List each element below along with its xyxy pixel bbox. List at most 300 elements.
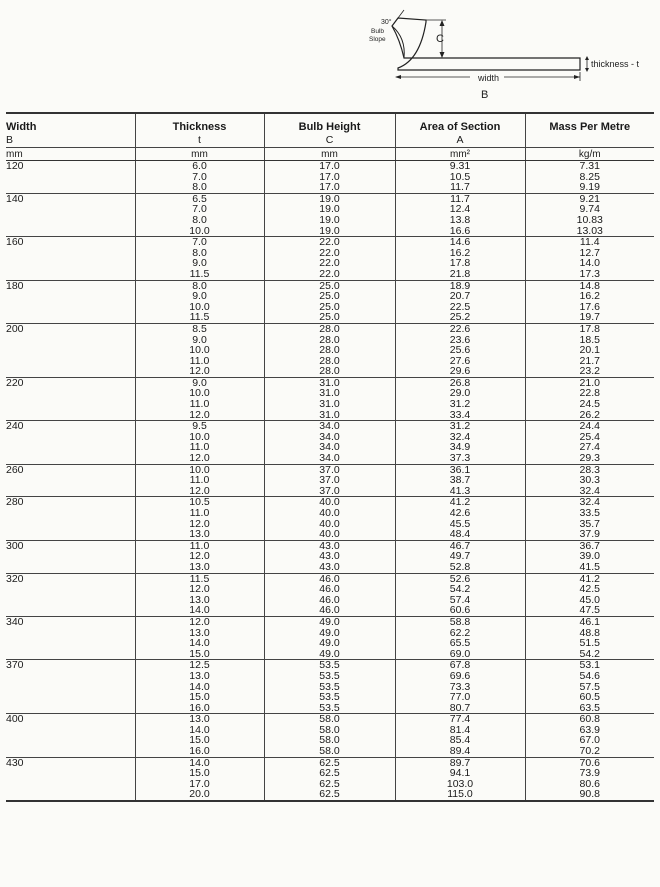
cell-area: 31.2: [395, 399, 525, 410]
cell-thickness: 7.0: [135, 204, 264, 215]
cell-width: [6, 789, 135, 801]
cell-mass: 17.3: [525, 269, 654, 280]
cell-mass: 32.4: [525, 486, 654, 497]
cell-mass: 11.4: [525, 237, 654, 248]
cell-bulb-height: 62.5: [264, 779, 395, 790]
cell-bulb-height: 43.0: [264, 562, 395, 573]
cell-area: 77.0: [395, 692, 525, 703]
cell-bulb-height: 37.0: [264, 486, 395, 497]
cell-width: [6, 671, 135, 682]
symbol-width: B: [6, 134, 14, 146]
cell-thickness: 9.0: [135, 335, 264, 346]
cell-area: 25.6: [395, 345, 525, 356]
cell-thickness: 12.0: [135, 486, 264, 497]
cell-bulb-height: 25.0: [264, 302, 395, 313]
cell-width: [6, 628, 135, 639]
cell-area: 22.5: [395, 302, 525, 313]
cell-mass: 9.21: [525, 193, 654, 204]
table-row: [6, 182, 654, 193]
cell-area: 41.3: [395, 486, 525, 497]
thickness-arrow-down: [585, 68, 589, 72]
cell-mass: 22.8: [525, 388, 654, 399]
cell-thickness: 12.0: [135, 584, 264, 595]
width-arrow-right: [574, 75, 580, 79]
cell-bulb-height: 17.0: [264, 161, 395, 172]
cell-width: [6, 453, 135, 464]
cell-mass: 54.2: [525, 649, 654, 660]
cell-width: 320: [6, 573, 135, 584]
cell-width: [6, 312, 135, 323]
cell-area: 17.8: [395, 258, 525, 269]
cell-thickness: 12.0: [135, 453, 264, 464]
cell-bulb-height: 19.0: [264, 204, 395, 215]
cell-thickness: 7.0: [135, 237, 264, 248]
cell-width: [6, 226, 135, 237]
cell-width: [6, 725, 135, 736]
cell-area: 14.6: [395, 237, 525, 248]
cell-thickness: 10.0: [135, 226, 264, 237]
cell-width: [6, 291, 135, 302]
cell-width: [6, 182, 135, 193]
cell-bulb-height: 46.0: [264, 605, 395, 616]
cell-width: [6, 682, 135, 693]
cell-area: 73.3: [395, 682, 525, 693]
cell-thickness: 20.0: [135, 789, 264, 801]
cell-bulb-height: 58.0: [264, 714, 395, 725]
cell-width: [6, 432, 135, 443]
cell-width: 160: [6, 237, 135, 248]
cell-bulb-height: 28.0: [264, 366, 395, 377]
cell-mass: 46.1: [525, 616, 654, 627]
cell-width: [6, 746, 135, 757]
cell-area: 31.2: [395, 421, 525, 432]
c-label: C: [436, 33, 444, 45]
cell-area: 52.8: [395, 562, 525, 573]
table-row: [6, 746, 654, 757]
cell-width: [6, 345, 135, 356]
cell-thickness: 14.0: [135, 638, 264, 649]
cell-thickness: 13.0: [135, 529, 264, 540]
cell-bulb-height: 31.0: [264, 410, 395, 421]
cell-area: 80.7: [395, 703, 525, 714]
cell-mass: 17.6: [525, 302, 654, 313]
cell-bulb-height: 34.0: [264, 421, 395, 432]
cell-area: 67.8: [395, 660, 525, 671]
cell-mass: 42.5: [525, 584, 654, 595]
cell-bulb-height: 37.0: [264, 475, 395, 486]
cell-area: 34.9: [395, 442, 525, 453]
cell-bulb-height: 25.0: [264, 291, 395, 302]
cell-thickness: 17.0: [135, 779, 264, 790]
cell-width: [6, 562, 135, 573]
c-arrow-down: [440, 52, 445, 58]
bulb-profile-outline: [392, 18, 580, 70]
cell-area: 16.2: [395, 248, 525, 259]
cell-thickness: 12.0: [135, 519, 264, 530]
cell-mass: 39.0: [525, 551, 654, 562]
cell-mass: 27.4: [525, 442, 654, 453]
cell-area: 36.1: [395, 464, 525, 475]
cell-thickness: 9.0: [135, 377, 264, 388]
cell-width: [6, 335, 135, 346]
cell-bulb-height: 22.0: [264, 237, 395, 248]
cell-bulb-height: 25.0: [264, 280, 395, 291]
cell-thickness: 12.0: [135, 366, 264, 377]
table-row: [6, 269, 654, 280]
cell-bulb-height: 31.0: [264, 377, 395, 388]
cell-width: [6, 529, 135, 540]
cell-mass: 25.4: [525, 432, 654, 443]
cell-thickness: 13.0: [135, 595, 264, 606]
header-width: Width: [6, 113, 135, 133]
cell-thickness: 9.0: [135, 258, 264, 269]
unit-thickness: mm: [135, 148, 264, 161]
cell-thickness: 14.0: [135, 682, 264, 693]
cell-width: [6, 779, 135, 790]
cell-thickness: 10.5: [135, 497, 264, 508]
symbol-mass: [525, 133, 654, 148]
bulb-label: Bulb: [371, 28, 385, 35]
cell-mass: 51.5: [525, 638, 654, 649]
cell-thickness: 11.0: [135, 540, 264, 551]
cell-width: [6, 649, 135, 660]
cell-thickness: 10.0: [135, 464, 264, 475]
cell-mass: 41.5: [525, 562, 654, 573]
cell-area: 11.7: [395, 182, 525, 193]
cell-mass: 21.0: [525, 377, 654, 388]
cell-mass: 21.7: [525, 356, 654, 367]
cell-bulb-height: 22.0: [264, 248, 395, 259]
cell-width: 220: [6, 377, 135, 388]
cell-mass: 67.0: [525, 735, 654, 746]
cell-bulb-height: 49.0: [264, 616, 395, 627]
symbol-area: A: [395, 133, 525, 148]
cell-mass: 16.2: [525, 291, 654, 302]
cell-area: 22.6: [395, 323, 525, 334]
cell-bulb-height: 22.0: [264, 269, 395, 280]
header-mass: Mass Per Metre: [525, 113, 654, 133]
cell-bulb-height: 53.5: [264, 703, 395, 714]
cell-thickness: 12.5: [135, 660, 264, 671]
cell-thickness: 11.5: [135, 269, 264, 280]
cell-bulb-height: 46.0: [264, 595, 395, 606]
table-row: [6, 616, 654, 627]
cell-area: 48.4: [395, 529, 525, 540]
cell-bulb-height: 49.0: [264, 638, 395, 649]
cell-mass: 60.8: [525, 714, 654, 725]
cell-area: 89.4: [395, 746, 525, 757]
cell-bulb-height: 53.5: [264, 682, 395, 693]
symbol-thickness: t: [135, 133, 264, 148]
table-row: [6, 161, 654, 172]
cell-width: [6, 366, 135, 377]
cell-mass: 90.8: [525, 789, 654, 801]
cell-mass: 13.03: [525, 226, 654, 237]
table-row: [6, 366, 654, 377]
cell-area: 57.4: [395, 595, 525, 606]
cell-width: 370: [6, 660, 135, 671]
cell-width: [6, 551, 135, 562]
cell-thickness: 10.0: [135, 388, 264, 399]
cell-thickness: 8.5: [135, 323, 264, 334]
cell-mass: 7.31: [525, 161, 654, 172]
cell-area: 115.0: [395, 789, 525, 801]
cell-area: 16.6: [395, 226, 525, 237]
cell-mass: 37.9: [525, 529, 654, 540]
cell-area: 54.2: [395, 584, 525, 595]
cell-bulb-height: 49.0: [264, 628, 395, 639]
cell-width: 340: [6, 616, 135, 627]
table-row: [6, 508, 654, 519]
cell-thickness: 6.0: [135, 161, 264, 172]
cell-area: 37.3: [395, 453, 525, 464]
cell-thickness: 12.0: [135, 410, 264, 421]
cell-mass: 48.8: [525, 628, 654, 639]
cell-width: 400: [6, 714, 135, 725]
cell-bulb-height: 58.0: [264, 746, 395, 757]
cell-width: [6, 248, 135, 259]
cell-width: [6, 692, 135, 703]
cell-thickness: 11.0: [135, 475, 264, 486]
cell-area: 32.4: [395, 432, 525, 443]
cell-mass: 54.6: [525, 671, 654, 682]
cell-bulb-height: 58.0: [264, 725, 395, 736]
cell-bulb-height: 62.5: [264, 757, 395, 768]
cell-thickness: 16.0: [135, 703, 264, 714]
cell-bulb-height: 40.0: [264, 519, 395, 530]
cell-width: [6, 388, 135, 399]
cell-width: [6, 486, 135, 497]
cell-mass: 47.5: [525, 605, 654, 616]
cell-mass: 10.83: [525, 215, 654, 226]
cell-mass: 45.0: [525, 595, 654, 606]
cell-width: 260: [6, 464, 135, 475]
cell-mass: 23.2: [525, 366, 654, 377]
cell-area: 77.4: [395, 714, 525, 725]
cell-thickness: 15.0: [135, 649, 264, 660]
cell-thickness: 9.0: [135, 291, 264, 302]
cell-area: 33.4: [395, 410, 525, 421]
cell-width: [6, 442, 135, 453]
cell-area: 46.7: [395, 540, 525, 551]
cell-width: 430: [6, 757, 135, 768]
cell-thickness: 7.0: [135, 172, 264, 183]
table-row: [6, 323, 654, 334]
cell-mass: 35.7: [525, 519, 654, 530]
table-row: [6, 529, 654, 540]
cell-thickness: 14.0: [135, 725, 264, 736]
unit-width: mm: [6, 148, 135, 161]
table-row: [6, 703, 654, 714]
cell-area: 12.4: [395, 204, 525, 215]
cell-mass: 24.5: [525, 399, 654, 410]
cell-thickness: 11.0: [135, 399, 264, 410]
cell-bulb-height: 40.0: [264, 497, 395, 508]
cell-area: 45.5: [395, 519, 525, 530]
cell-area: 11.7: [395, 193, 525, 204]
width-arrow-left: [395, 75, 401, 79]
cell-area: 42.6: [395, 508, 525, 519]
cell-bulb-height: 17.0: [264, 182, 395, 193]
bulb-flat-diagram: [0, 0, 660, 112]
cell-width: 140: [6, 193, 135, 204]
cell-mass: 36.7: [525, 540, 654, 551]
cell-thickness: 15.0: [135, 768, 264, 779]
cell-mass: 8.25: [525, 172, 654, 183]
cell-thickness: 13.0: [135, 628, 264, 639]
cell-mass: 14.0: [525, 258, 654, 269]
cell-mass: 41.2: [525, 573, 654, 584]
cell-area: 69.6: [395, 671, 525, 682]
cell-mass: 12.7: [525, 248, 654, 259]
cell-mass: 18.5: [525, 335, 654, 346]
thickness-arrow-up: [585, 56, 589, 60]
cell-bulb-height: 62.5: [264, 789, 395, 801]
cell-width: [6, 638, 135, 649]
cell-bulb-height: 31.0: [264, 388, 395, 399]
cell-thickness: 10.0: [135, 345, 264, 356]
cell-thickness: 13.0: [135, 714, 264, 725]
cell-width: [6, 768, 135, 779]
b-label: B: [481, 89, 489, 101]
cell-area: 27.6: [395, 356, 525, 367]
cell-area: 13.8: [395, 215, 525, 226]
cell-width: [6, 595, 135, 606]
cell-mass: 63.9: [525, 725, 654, 736]
header-thickness: Thickness: [135, 113, 264, 133]
cell-thickness: 8.0: [135, 248, 264, 259]
cell-thickness: 10.0: [135, 302, 264, 313]
cell-bulb-height: 25.0: [264, 312, 395, 323]
cell-area: 25.2: [395, 312, 525, 323]
cell-mass: 80.6: [525, 779, 654, 790]
cell-width: [6, 605, 135, 616]
cell-bulb-height: 53.5: [264, 692, 395, 703]
cell-mass: 24.4: [525, 421, 654, 432]
cell-bulb-height: 40.0: [264, 529, 395, 540]
cell-width: [6, 703, 135, 714]
cell-width: [6, 508, 135, 519]
cell-thickness: 12.0: [135, 551, 264, 562]
cell-mass: 32.4: [525, 497, 654, 508]
cell-bulb-height: 62.5: [264, 768, 395, 779]
cell-area: 38.7: [395, 475, 525, 486]
cell-thickness: 12.0: [135, 616, 264, 627]
cell-area: 60.6: [395, 605, 525, 616]
cell-thickness: 14.0: [135, 605, 264, 616]
cell-thickness: 11.0: [135, 508, 264, 519]
cell-bulb-height: 46.0: [264, 584, 395, 595]
cell-bulb-height: 31.0: [264, 399, 395, 410]
cell-width: [6, 399, 135, 410]
thickness-label: thickness - t: [591, 59, 640, 69]
table-row: [6, 453, 654, 464]
bulb-flat-table: [6, 112, 654, 802]
cell-bulb-height: 37.0: [264, 464, 395, 475]
cell-width: [6, 258, 135, 269]
cell-area: 69.0: [395, 649, 525, 660]
cell-mass: 19.7: [525, 312, 654, 323]
cell-thickness: 15.0: [135, 735, 264, 746]
cell-area: 65.5: [395, 638, 525, 649]
cell-width: 180: [6, 280, 135, 291]
angle-label: 30°: [381, 19, 392, 26]
cell-mass: 60.5: [525, 692, 654, 703]
cell-bulb-height: 22.0: [264, 258, 395, 269]
cell-area: 85.4: [395, 735, 525, 746]
table-row: [6, 410, 654, 421]
cell-mass: 63.5: [525, 703, 654, 714]
cell-bulb-height: 46.0: [264, 573, 395, 584]
cell-mass: 57.5: [525, 682, 654, 693]
cell-mass: 17.8: [525, 323, 654, 334]
cell-mass: 14.8: [525, 280, 654, 291]
cell-bulb-height: 34.0: [264, 432, 395, 443]
table-row: [6, 671, 654, 682]
unit-area: mm²: [395, 148, 525, 161]
cell-area: 103.0: [395, 779, 525, 790]
cell-mass: 70.6: [525, 757, 654, 768]
cell-mass: 29.3: [525, 453, 654, 464]
cell-width: [6, 215, 135, 226]
cell-mass: 33.5: [525, 508, 654, 519]
cell-bulb-height: 58.0: [264, 735, 395, 746]
cell-width: [6, 584, 135, 595]
unit-bulb-height: mm: [264, 148, 395, 161]
cell-thickness: 10.0: [135, 432, 264, 443]
cell-width: [6, 519, 135, 530]
cell-area: 52.6: [395, 573, 525, 584]
cell-thickness: 13.0: [135, 671, 264, 682]
cell-thickness: 8.0: [135, 280, 264, 291]
cell-mass: 53.1: [525, 660, 654, 671]
cell-area: 21.8: [395, 269, 525, 280]
cell-area: 49.7: [395, 551, 525, 562]
cell-bulb-height: 19.0: [264, 193, 395, 204]
slope-label: Slope: [369, 36, 386, 43]
cell-width: [6, 475, 135, 486]
cell-bulb-height: 17.0: [264, 172, 395, 183]
cell-bulb-height: 40.0: [264, 508, 395, 519]
table-body: [6, 161, 654, 802]
cell-area: 9.31: [395, 161, 525, 172]
cell-width: 280: [6, 497, 135, 508]
cell-thickness: 13.0: [135, 562, 264, 573]
table-row: [6, 605, 654, 616]
cell-thickness: 6.5: [135, 193, 264, 204]
cell-bulb-height: 43.0: [264, 551, 395, 562]
cell-mass: 26.2: [525, 410, 654, 421]
cell-area: 26.8: [395, 377, 525, 388]
cell-width: 120: [6, 161, 135, 172]
cell-width: [6, 302, 135, 313]
cell-bulb-height: 19.0: [264, 215, 395, 226]
cell-bulb-height: 49.0: [264, 649, 395, 660]
table-row: [6, 562, 654, 573]
cell-mass: 30.3: [525, 475, 654, 486]
cell-area: 89.7: [395, 757, 525, 768]
cell-bulb-height: 28.0: [264, 345, 395, 356]
cell-width: [6, 204, 135, 215]
c-arrow-up: [440, 20, 445, 26]
cell-width: 240: [6, 421, 135, 432]
cell-area: 18.9: [395, 280, 525, 291]
width-label: width: [478, 73, 500, 83]
header-bulb-height: Bulb Height: [264, 113, 395, 133]
cell-area: 23.6: [395, 335, 525, 346]
cell-area: 81.4: [395, 725, 525, 736]
cell-bulb-height: 28.0: [264, 335, 395, 346]
